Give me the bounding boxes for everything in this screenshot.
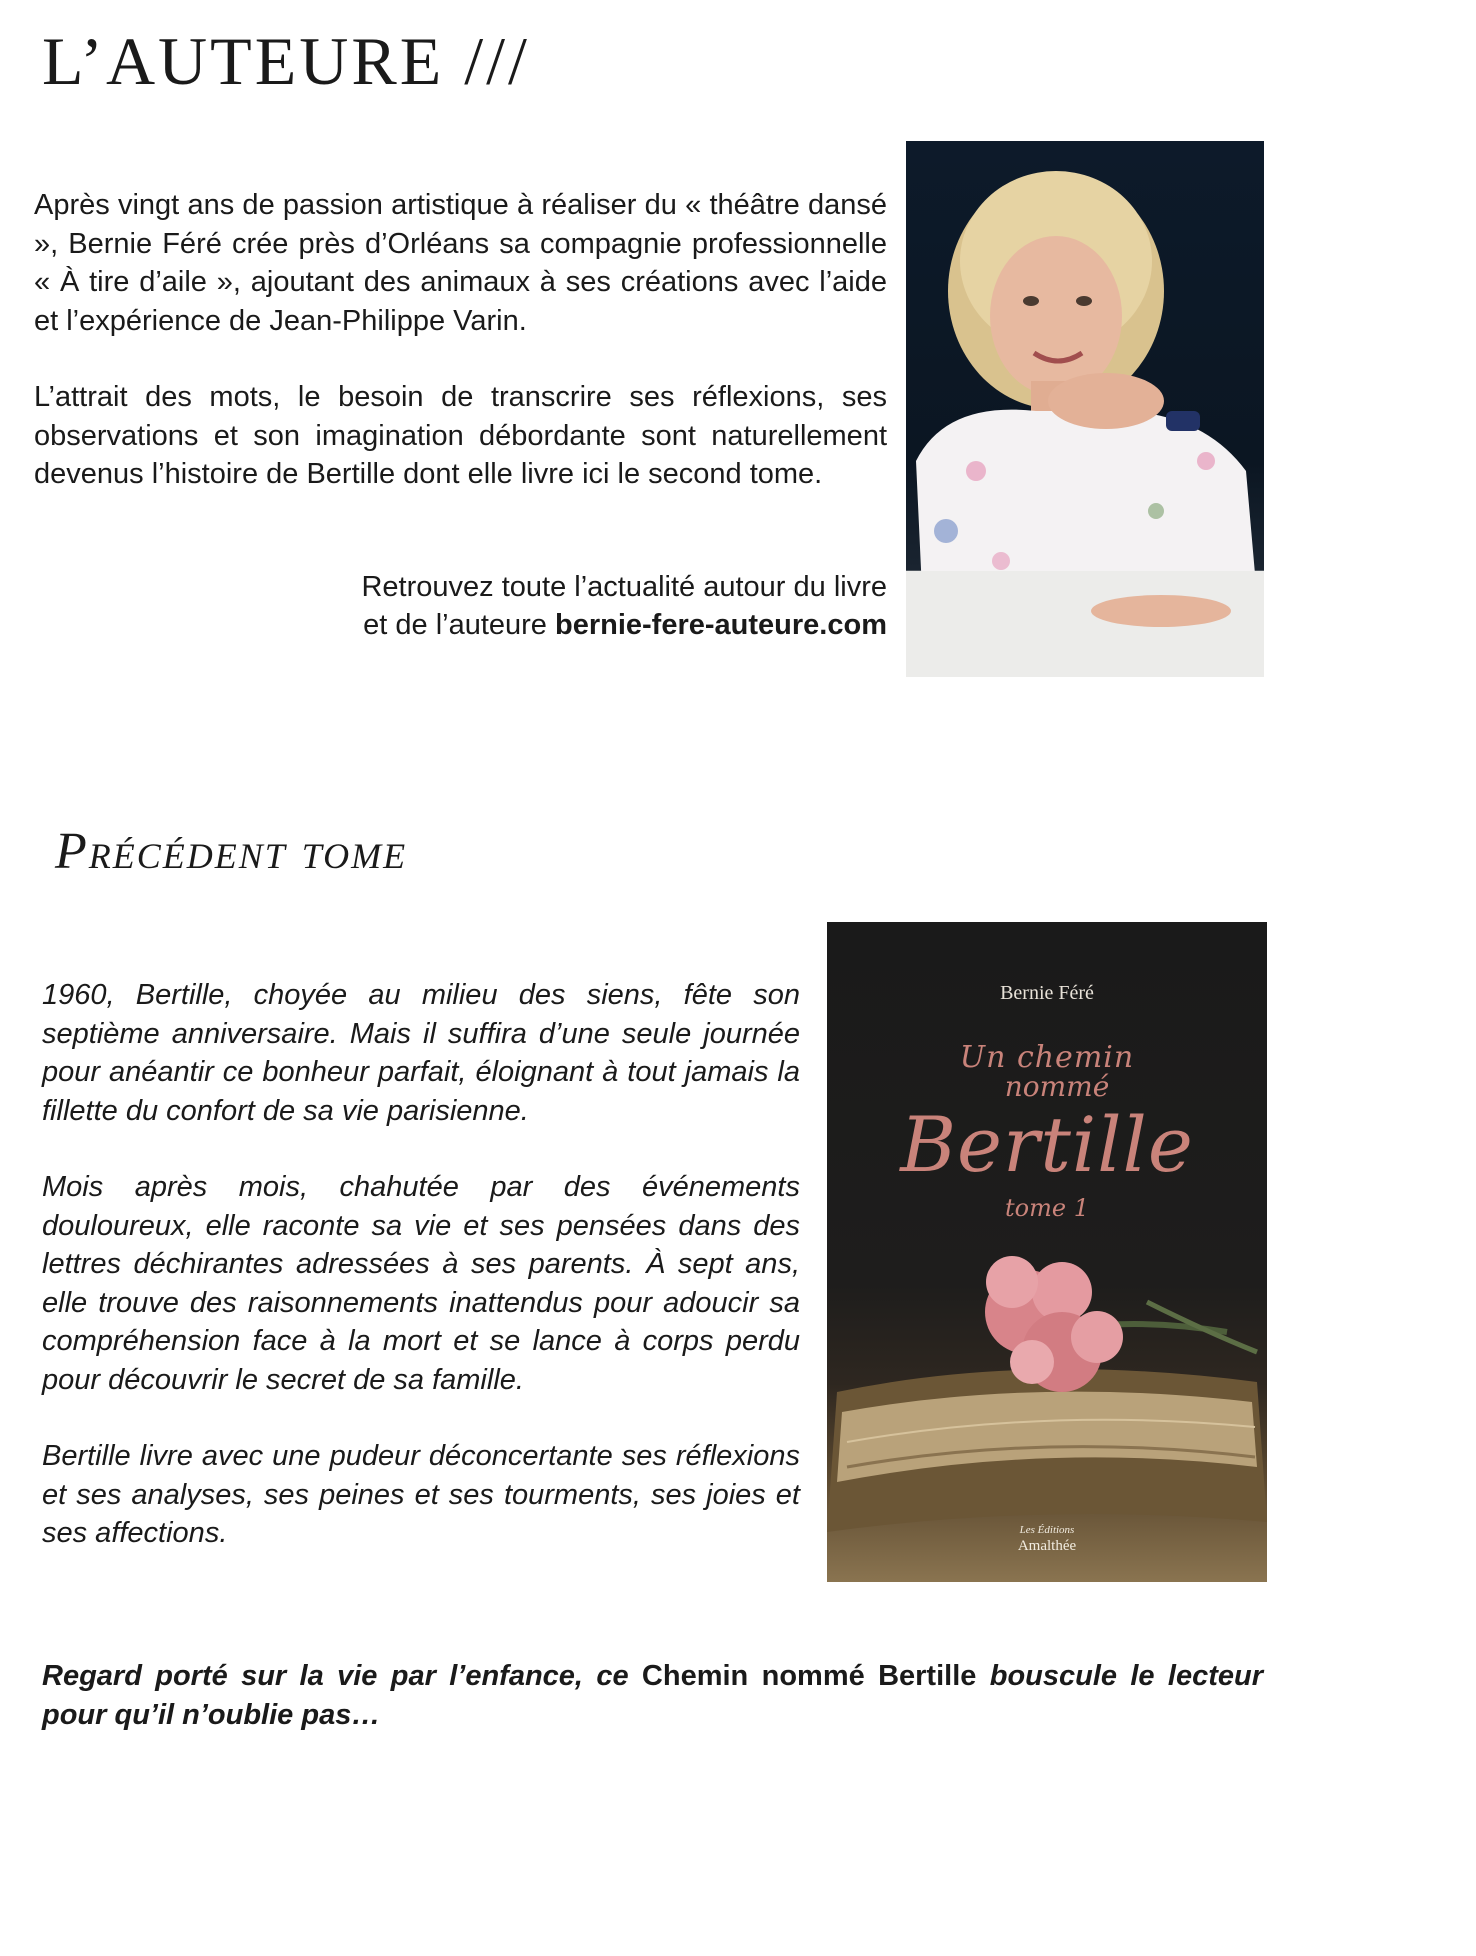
cover-author-name: Bernie Féré [1000,982,1094,1004]
cover-publisher [827,1522,1267,1554]
cover-title-line: Un chemin [959,1040,1135,1075]
author-photo [906,141,1264,677]
cover-volume: tome 1 [1005,1194,1089,1222]
website-prefix: et de l’auteure [363,609,555,641]
author-bio [34,186,887,532]
bio-paragraph: L’attrait des mots, le besoin de transcrire ses réflexions, ses observations et son imagination débordante sont naturellement devenus l’histoire de Bertille dont elle livre ici le second tome. [34,381,887,490]
book-summary [42,976,800,1591]
website-note [34,568,887,644]
author-portrait-illustration [906,141,1264,677]
cover-title-main: Bertille [900,1100,1194,1189]
conclusion-part: Regard porté sur la vie par l’enfance, ce [42,1660,642,1692]
website-note-line [34,606,887,644]
summary-paragraph: Mois après mois, chahutée par des événements douloureux, elle raconte sa vie et ses pensées dans des lettres déchirantes adressées à ses parents. À sept ans, elle trouve des raisonnements inattendus pour adoucir sa compréhension face à la mort et se lance à corps perdu pour découvrir le secret de sa famille. [42,1171,800,1396]
website-note-line: Retrouvez toute l’actualité autour du livre [361,571,887,603]
cover-publisher-line: Les Éditions [1019,1524,1075,1536]
section-heading-precedent-tome: Précédent tome [55,823,408,880]
book-cover-image [827,922,1267,1582]
section-heading-auteure: L’AUTEURE /// [42,23,530,99]
carnation-and-book-illustration [827,922,1267,1582]
bio-paragraph: Après vingt ans de passion artistique à réaliser du « théâtre dansé », Bernie Féré crée près d’Orléans sa compagnie professionnelle « À tire d’aile », ajoutant des animaux à ses créations avec l’aide et l’expérience de Jean-Philippe Varin. [34,189,887,337]
conclusion-part: bouscule le lecteur pour qu’il n’oublie pas… [42,1660,1263,1731]
conclusion-paragraph [42,1657,1263,1734]
summary-paragraph: 1960, Bertille, choyée au milieu des siens, fête son septième anniversaire. Mais il suffira d’une seule journée pour anéantir ce bonheur parfait, éloignant à tout jamais la fillette du confort de sa vie parisienne. [42,979,800,1127]
summary-paragraph: Bertille livre avec une pudeur déconcertante ses réflexions et ses analyses, ses peines et ses tourments, ses joies et ses affections. [42,1440,800,1549]
cover-title-line: nommé [1004,1070,1110,1103]
website-link[interactable]: bernie-fere-auteure.com [555,609,887,641]
cover-publisher-line: Amalthée [1017,1538,1077,1554]
conclusion-book-title: Chemin nommé Bertille [641,1660,977,1692]
